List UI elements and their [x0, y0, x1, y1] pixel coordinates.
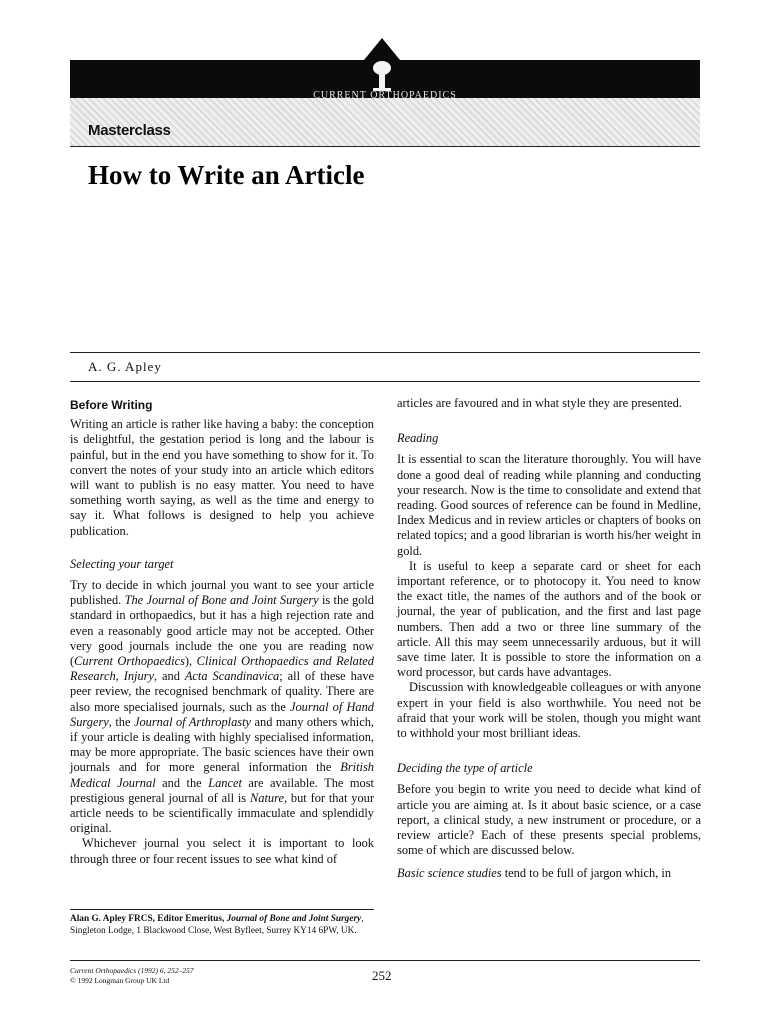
author-top-rule — [70, 352, 700, 353]
paragraph-continuation: articles are favoured and in what style they are presented. — [397, 396, 682, 410]
paragraph-whichever-journal: Whichever journal you select it is important to look through three or four recent issues to see what kind of — [70, 836, 374, 866]
paragraph-basic-science: Basic science studies tend to be full of jargon which, in — [397, 866, 672, 881]
footnote-rule — [70, 909, 374, 910]
section-label: Masterclass — [88, 122, 171, 139]
section-heading-reading: Reading — [397, 431, 439, 446]
page-number: 252 — [372, 968, 392, 983]
section-heading-selecting-target: Selecting your target — [70, 556, 174, 571]
footer-rule — [70, 960, 700, 961]
author-name: A. G. Apley — [88, 359, 162, 374]
paragraph-reading-3: Discussion with knowledgeable colleagues or with anyone expert in your field is also worthwhile. You need not be afraid that your work will be stolen, though you might want to withhold your most brilliant ideas. — [397, 680, 701, 741]
journal-title: CURRENT ORTHOPAEDICS — [313, 90, 457, 101]
banner-bottom-rule — [70, 146, 700, 147]
article-title: How to Write an Article — [88, 160, 365, 190]
right-column — [397, 396, 701, 882]
paragraph-reading-2: It is useful to keep a separate card or sheet for each important reference, or to photocopy it. You need to know the exact title, the names of the authors and of the book or journal, the year of publication, and the first and last page numbers. Then add a two or three line summary of the article. All this may seem unnecessarily arduous, but it will save time later. It is possible to store the information on a word processor, but cards have advantages. — [397, 558, 701, 680]
section-heading-type-of-article: Deciding the type of article — [397, 761, 533, 776]
paragraph-selecting-target: Try to decide in which journal you want to see your article published. The Journal of Bone and Joint Surgery is the gold standard in orthopaedics, but it has a high rejection rate and even a reasonably good article may not be accepted. Other very good journals include the one you are reading now (Current Orthopaedics), Clinical Orthopaedics and Related Research, Injury, and Acta Scandinavica; all of these have peer review, the recognised benchmark of quality. There are also more specialised journals, such as the Journal of Hand Surgery, the Journal of Arthroplasty and many others which, if your article is dealing with highly specialised information, may be more appropriate. The basic sciences have their own journals and for more general information the British Medical Journal and the Lancet are available. The most prestigious general journal of all is Nature, but for that your article needs to be scientifically immaculate and splendidly original. — [70, 578, 375, 836]
paragraph-type-of-article: Before you begin to write you need to decide what kind of article you are aiming at. Is it about basic science, or a case report, a clinical study, a new instrument or procedure, or a review article? Each of these presents special problems, some of which are discussed below. — [397, 782, 701, 858]
paragraph-before-writing: Writing an article is rather like having a baby: the conception is delightful, the gestation period is long and the labour is painful, but in the end you have something to show for it. To convert the notes of your study into an article which editors will want to publish is no easy matter. You need to have something worth saying, as well as the time and energy to say it. What follows is designed to help you achieve publication. — [70, 417, 374, 538]
author-footnote: Alan G. Apley FRCS, Editor Emeritus, Journal of Bone and Joint Surgery, Singleton Lodge, 1 Blackwood Close, West Byfleet, Surrey KY14 6PW, UK. — [70, 914, 364, 936]
left-column — [70, 396, 374, 867]
paragraph-reading-1: It is essential to scan the literature thoroughly. You will have done a good deal of reading while planning and conducting your research. Now is the time to consolidate and extend that reading. Good sources of reference can be found in Medline, Index Medicus and in review articles or chapters of books on related topics; and a good librarian is worth his/her weight in gold. — [397, 452, 701, 558]
author-bottom-rule — [70, 381, 700, 382]
citation-line: Current Orthopaedics (1992) 6, 252–257 © 1992 Longman Group UK Ltd — [70, 966, 194, 985]
section-heading-before-writing: Before Writing — [70, 398, 153, 412]
